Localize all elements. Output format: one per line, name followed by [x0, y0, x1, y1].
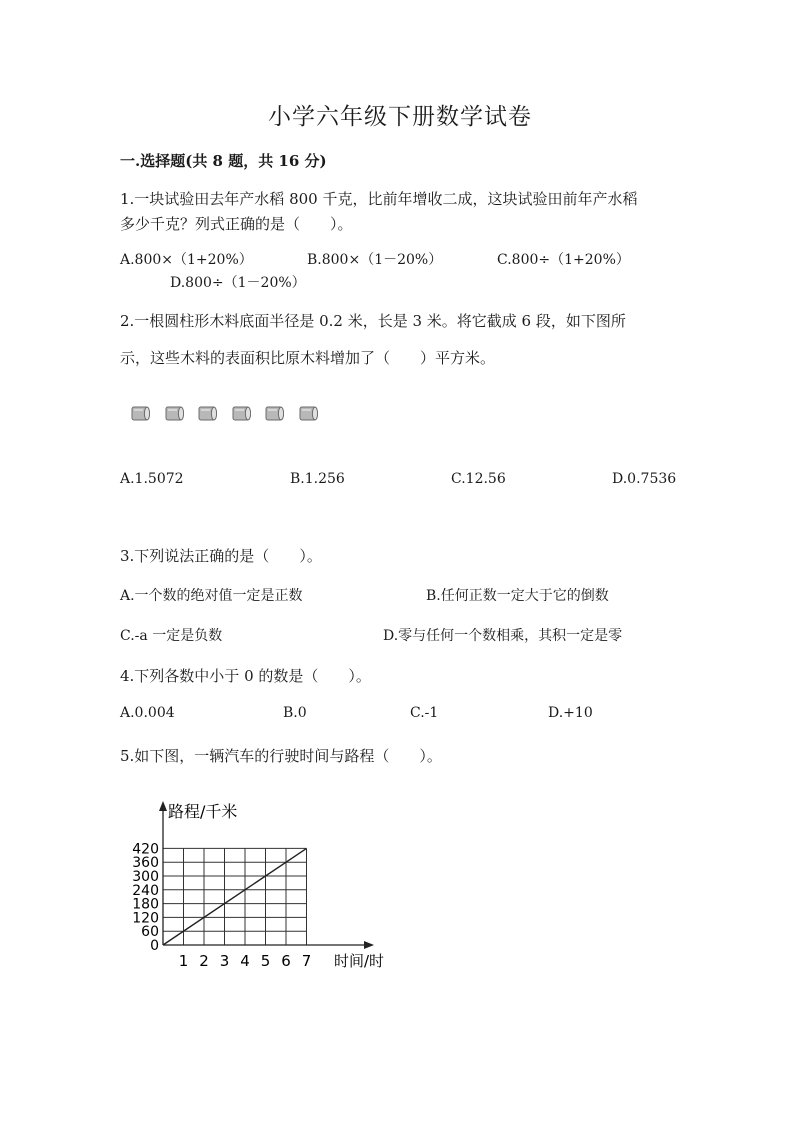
q4-option-d[interactable]: D.+10 — [548, 705, 593, 721]
cylinder-piece — [164, 406, 184, 421]
q1-text-line1: 1.一块试验田去年产水稻 800 千克，比前年增收二成，这块试验田前年产水稻 — [120, 190, 638, 208]
distance-time-chart — [120, 795, 410, 980]
cylinder-piece — [298, 406, 318, 421]
q2-option-d[interactable]: D.0.7536 — [612, 471, 677, 487]
chart-series — [163, 848, 307, 945]
q3-option-c[interactable]: C.-a 一定是负数 — [120, 628, 223, 644]
q3-text: 3.下列说法正确的是（ ）。 — [120, 547, 322, 565]
q4-option-a[interactable]: A.0.004 — [120, 705, 175, 721]
y-tick-label: 180 — [132, 896, 159, 913]
y-tick-label: 300 — [132, 869, 159, 885]
q3-option-a[interactable]: A.一个数的绝对值一定是正数 — [120, 588, 303, 604]
cylinder-piece — [264, 406, 284, 421]
y-tick-label: 60 — [141, 924, 159, 941]
y-tick-label: 420 — [132, 841, 159, 858]
cylinder-piece — [197, 406, 217, 421]
x-tick-label: 2 — [199, 952, 209, 970]
y-tick-label: 0 — [150, 938, 159, 954]
q4-text: 4.下列各数中小于 0 的数是（ ）。 — [120, 667, 371, 685]
page-title: 小学六年级下册数学试卷 — [268, 104, 532, 130]
x-axis-label: 时间/时 — [334, 952, 385, 970]
q5-text: 5.如下图，一辆汽车的行驶时间与路程（ ）。 — [120, 747, 442, 765]
q2-option-b[interactable]: B.1.256 — [290, 471, 345, 487]
q1-option-b[interactable]: B.800×（1－20%） — [307, 252, 443, 268]
x-tick-label: 1 — [178, 952, 189, 970]
x-tick-label: 5 — [260, 952, 271, 970]
x-tick-label: 3 — [219, 952, 230, 970]
q1-option-a[interactable]: A.800×（1+20%） — [120, 252, 253, 268]
q3-option-b[interactable]: B.任何正数一定大于它的倒数 — [426, 588, 609, 604]
q2-option-a[interactable]: A.1.5072 — [120, 471, 184, 487]
q4-option-c[interactable]: C.-1 — [410, 705, 439, 721]
q1-option-d[interactable]: D.800÷（1－20%） — [170, 275, 306, 291]
q1-option-c[interactable]: C.800÷（1+20%） — [497, 252, 630, 268]
y-tick-label: 360 — [132, 855, 159, 872]
y-axis-label: 路程/千米 — [168, 802, 238, 821]
y-tick-label: 120 — [132, 910, 159, 927]
q2-option-c[interactable]: C.12.56 — [451, 471, 506, 487]
x-tick-label: 7 — [301, 952, 312, 970]
q3-option-d[interactable]: D.零与任何一个数相乘，其积一定是零 — [383, 628, 623, 644]
distance-line — [163, 848, 307, 945]
q1-text-line2: 多少千克？列式正确的是（ ）。 — [120, 215, 353, 233]
q4-option-b[interactable]: B.0 — [283, 705, 307, 721]
y-axis-arrow — [159, 801, 167, 811]
q2-text-line2: 示，这些木料的表面积比原木料增加了（ ）平方米。 — [120, 349, 496, 367]
y-tick-label: 240 — [132, 882, 159, 899]
x-tick-label: 4 — [240, 952, 250, 970]
q2-text-line1: 2.一根圆柱形木料底面半径是 0.2 米，长是 3 米。将它截成 6 段，如下图所 — [120, 312, 626, 330]
section-heading: 一.选择题(共 8 题，共 16 分) — [120, 152, 327, 170]
x-tick-label: 6 — [281, 952, 291, 970]
cylinder-piece — [231, 406, 251, 421]
cylinder-piece — [130, 406, 150, 421]
x-axis-arrow — [364, 941, 374, 949]
